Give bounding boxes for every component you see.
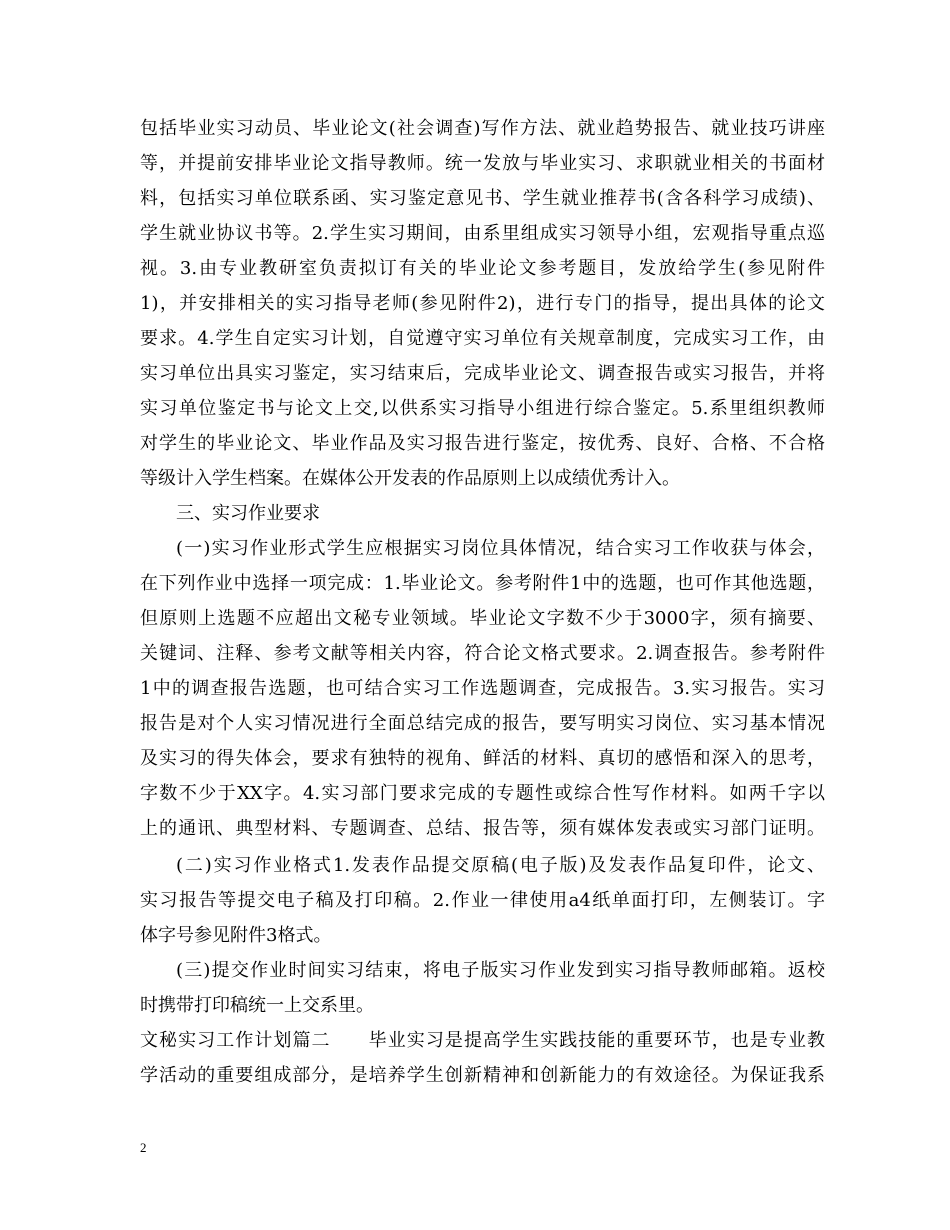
body-line: 体字号参见附件3格式。 xyxy=(140,925,332,946)
body-line: 实习单位出具实习鉴定，实习结束后，完成毕业论文、调查报告或实习报告，并将 xyxy=(140,363,825,384)
body-line: 1中的调查报告选题，也可结合实习工作选题调查，完成报告。3.实习报告。实习 xyxy=(140,678,825,699)
body-line: 实习单位鉴定书与论文上交,以供系实习指导小组进行综合鉴定。5.系里组织教师 xyxy=(140,398,825,419)
body-line: 要求。4.学生自定实习计划，自觉遵守实习单位有关规章制度，完成实习工作，由 xyxy=(140,328,825,349)
body-line: 实习报告等提交电子稿及打印稿。2.作业一律使用a4纸单面打印，左侧装订。字 xyxy=(140,890,825,911)
body-line: (一)实习作业形式学生应根据实习岗位具体情况，结合实习工作收获与体会， xyxy=(176,538,825,559)
body-line: (三)提交作业时间实习结束，将电子版实习作业发到实习指导教师邮箱。返校 xyxy=(176,960,825,981)
body-line: 文秘实习工作计划篇二 毕业实习是提高学生实践技能的重要环节，也是专业教 xyxy=(140,1030,825,1051)
body-line: 视。3.由专业教研室负责拟订有关的毕业论文参考题目，发放给学生(参见附件 xyxy=(140,258,825,279)
body-line: 字数不少于XX字。4.实习部门要求完成的专题性或综合性写作材料。如两千字以 xyxy=(140,783,825,804)
body-line: 等级计入学生档案。在媒体公开发表的作品原则上以成绩优秀计入。 xyxy=(140,468,680,489)
body-line: 关键词、注释、参考文献等相关内容，符合论文格式要求。2.调查报告。参考附件 xyxy=(140,643,825,664)
body-line: 1)，并安排相关的实习指导老师(参见附件2)，进行专门的指导，提出具体的论文 xyxy=(140,293,825,314)
body-line: 及实习的得失体会，要求有独特的视角、鲜活的材料、真切的感悟和深入的思考， xyxy=(140,748,825,769)
body-line: 料，包括实习单位联系函、实习鉴定意见书、学生就业推荐书(含各科学习成绩)、 xyxy=(140,188,825,209)
body-line: 报告是对个人实习情况进行全面总结完成的报告，要写明实习岗位、实习基本情况 xyxy=(140,713,825,734)
page-number: 2 xyxy=(140,1140,147,1155)
body-line: 包括毕业实习动员、毕业论文(社会调查)写作方法、就业趋势报告、就业技巧讲座 xyxy=(140,118,825,139)
body-line: 上的通讯、典型材料、专题调查、总结、报告等，须有媒体发表或实习部门证明。 xyxy=(140,818,825,839)
body-line: 但原则上选题不应超出文秘专业领域。毕业论文字数不少于3000字，须有摘要、 xyxy=(140,608,825,629)
body-line: (二)实习作业格式1.发表作品提交原稿(电子版)及发表作品复印件，论文、 xyxy=(176,855,825,876)
body-line: 学生就业协议书等。2.学生实习期间，由系里组成实习领导小组，宏观指导重点巡 xyxy=(140,223,825,244)
body-line: 对学生的毕业论文、毕业作品及实习报告进行鉴定，按优秀、良好、合格、不合格 xyxy=(140,433,825,454)
body-line: 等，并提前安排毕业论文指导教师。统一发放与毕业实习、求职就业相关的书面材 xyxy=(140,153,825,174)
body-line: 时携带打印稿统一上交系里。 xyxy=(140,995,374,1016)
body-line: 学活动的重要组成部分，是培养学生创新精神和创新能力的有效途径。为保证我系 xyxy=(140,1065,825,1086)
section-heading: 三、实习作业要求 xyxy=(176,503,320,524)
body-line: 在下列作业中选择一项完成：1.毕业论文。参考附件1中的选题，也可作其他选题， xyxy=(140,573,825,594)
